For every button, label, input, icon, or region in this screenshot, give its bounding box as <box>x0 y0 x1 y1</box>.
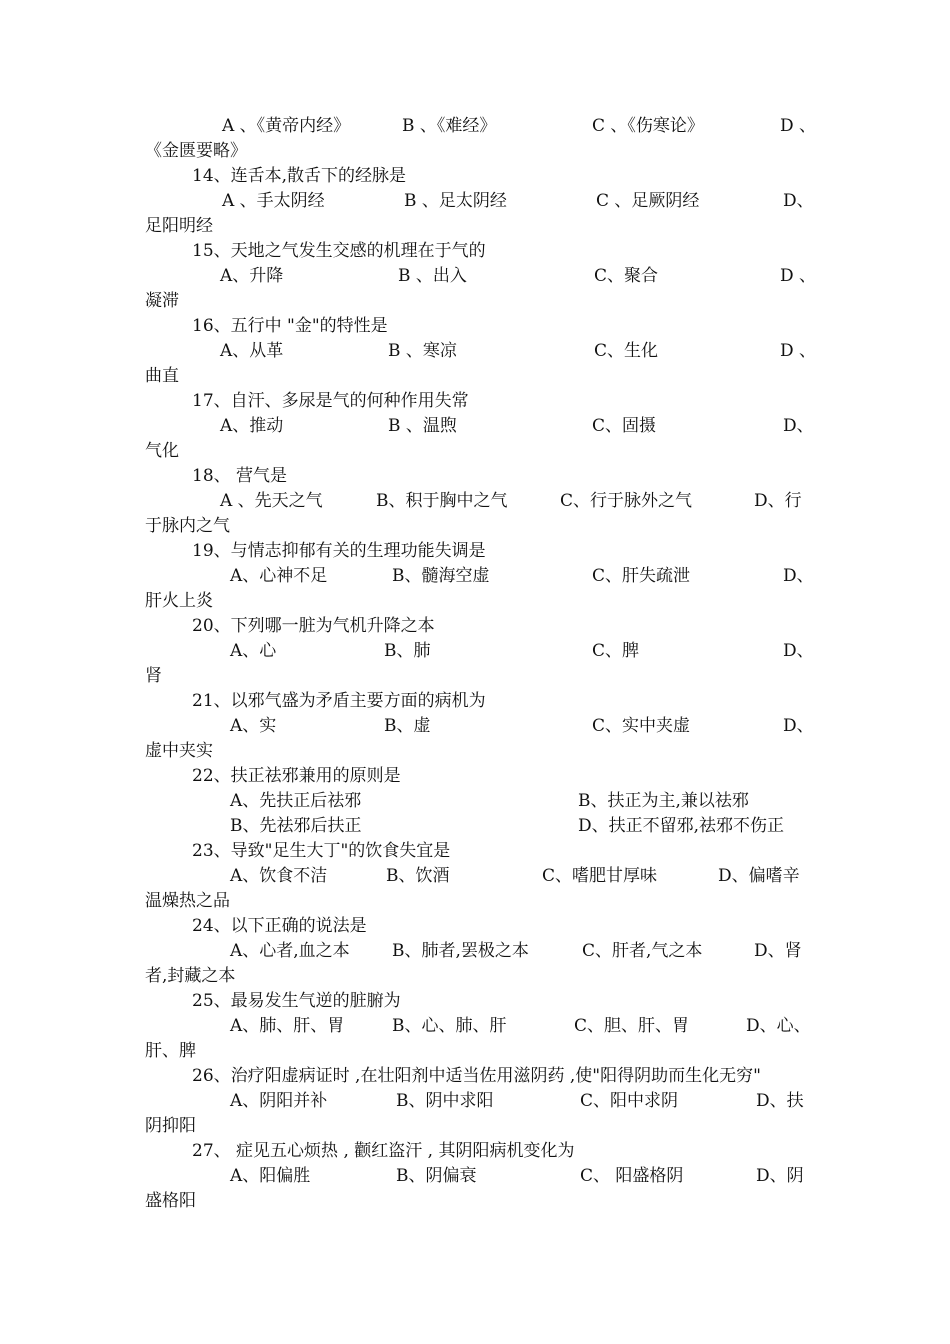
q27-option-c: C、 阳盛格阴 <box>580 1166 684 1186</box>
q22-option-d: D、扶正不留邪,祛邪不伤正 <box>578 816 785 836</box>
q19-option-d-cont: 肝火上炎 <box>145 591 213 611</box>
q19-option-a: A、心神不足 <box>230 566 328 586</box>
q19-option-d: D、 <box>783 566 814 586</box>
q20-option-a: A、心 <box>230 641 277 661</box>
question-25: 25、最易发生气逆的脏腑为 <box>192 991 401 1011</box>
q20-option-b: B、肺 <box>384 641 431 661</box>
q13-option-c: C 、《伤寒论》 <box>592 116 704 136</box>
q17-option-c: C、固摄 <box>592 416 657 436</box>
q14-option-d: D、 <box>783 191 814 211</box>
q21-option-a: A、实 <box>230 716 277 736</box>
q15-option-d-cont: 凝滞 <box>145 291 179 311</box>
question-27: 27、 症见五心烦热 , 颧红盗汗 , 其阴阳病机变化为 <box>192 1141 575 1161</box>
q15-option-b: B 、出入 <box>398 266 467 286</box>
q22-option-c: B、先祛邪后扶正 <box>230 816 362 836</box>
q15-option-a: A、升降 <box>220 266 284 286</box>
q23-option-b: B、饮酒 <box>386 866 450 886</box>
question-15: 15、天地之气发生交感的机理在于气的 <box>192 241 486 261</box>
q13-option-d: D 、 <box>780 116 817 136</box>
q18-option-a: A 、先天之气 <box>220 491 323 511</box>
q26-option-d: D、扶 <box>756 1091 804 1111</box>
question-17: 17、自汗、多尿是气的何种作用失常 <box>192 391 469 411</box>
q13-option-a: A 、《黄帝内经》 <box>222 116 351 136</box>
question-14: 14、连舌本,散舌下的经脉是 <box>192 166 407 186</box>
q20-option-d: D、 <box>783 641 814 661</box>
q24-option-a: A、心者,血之本 <box>230 941 350 961</box>
q26-option-d-cont: 阴抑阳 <box>145 1116 196 1136</box>
q15-option-c: C、聚合 <box>594 266 659 286</box>
q25-option-c: C、胆、肝、胃 <box>574 1016 690 1036</box>
q16-option-a: A、从革 <box>220 341 284 361</box>
q21-option-d: D、 <box>783 716 814 736</box>
q23-option-c: C、嗜肥甘厚味 <box>542 866 658 886</box>
q24-option-d: D、肾 <box>754 941 802 961</box>
q15-option-d: D 、 <box>780 266 817 286</box>
question-18: 18、 营气是 <box>192 466 288 486</box>
q16-option-d-cont: 曲直 <box>145 366 179 386</box>
q21-option-c: C、实中夹虚 <box>592 716 691 736</box>
q18-option-c: C、行于脉外之气 <box>560 491 693 511</box>
q25-option-d: D、心、 <box>746 1016 811 1036</box>
q27-option-b: B、阴偏衰 <box>396 1166 477 1186</box>
question-16: 16、五行中 "金"的特性是 <box>192 316 388 336</box>
q21-option-b: B、虚 <box>384 716 431 736</box>
q18-option-b: B、积于胸中之气 <box>376 491 508 511</box>
q20-option-c: C、脾 <box>592 641 640 661</box>
q23-option-d: D、偏嗜辛 <box>718 866 800 886</box>
q22-option-b: B、扶正为主,兼以祛邪 <box>578 791 749 811</box>
q23-option-d-cont: 温燥热之品 <box>145 891 230 911</box>
q17-option-a: A、推动 <box>220 416 284 436</box>
q16-option-d: D 、 <box>780 341 817 361</box>
question-24: 24、以下正确的说法是 <box>192 916 367 936</box>
question-26: 26、治疗阳虚病证时 ,在壮阳剂中适当佐用滋阴药 ,使"阳得阴助而生化无穷" <box>192 1066 761 1086</box>
question-22: 22、扶正祛邪兼用的原则是 <box>192 766 401 786</box>
q20-option-d-cont: 肾 <box>145 666 162 686</box>
q24-option-d-cont: 者,封藏之本 <box>145 966 236 986</box>
q14-option-c: C 、足厥阴经 <box>596 191 700 211</box>
q19-option-b: B、髓海空虚 <box>392 566 490 586</box>
q26-option-c: C、阳中求阴 <box>580 1091 679 1111</box>
q27-option-a: A、阳偏胜 <box>230 1166 311 1186</box>
q26-option-b: B、阴中求阳 <box>396 1091 494 1111</box>
q21-option-d-cont: 虚中夹实 <box>145 741 213 761</box>
q16-option-c: C、生化 <box>594 341 659 361</box>
question-19: 19、与情志抑郁有关的生理功能失调是 <box>192 541 486 561</box>
q18-option-d: D、行 <box>754 491 802 511</box>
q16-option-b: B 、寒凉 <box>388 341 457 361</box>
q18-option-d-cont: 于脉内之气 <box>145 516 230 536</box>
q22-option-a: A、先扶正后祛邪 <box>230 791 362 811</box>
q17-option-d-cont: 气化 <box>145 441 179 461</box>
q17-option-d: D、 <box>783 416 814 436</box>
q24-option-b: B、肺者,罢极之本 <box>392 941 529 961</box>
q24-option-c: C、肝者,气之本 <box>582 941 703 961</box>
question-21: 21、以邪气盛为矛盾主要方面的病机为 <box>192 691 486 711</box>
question-20: 20、下列哪一脏为气机升降之本 <box>192 616 435 636</box>
q25-option-b: B、心、肺、肝 <box>392 1016 507 1036</box>
q14-option-b: B 、足太阴经 <box>404 191 507 211</box>
question-23: 23、导致"足生大丁"的饮食失宜是 <box>192 841 451 861</box>
q13-option-b: B 、《难经》 <box>402 116 497 136</box>
q14-option-a: A 、手太阴经 <box>222 191 325 211</box>
q17-option-b: B 、温煦 <box>388 416 457 436</box>
q19-option-c: C、肝失疏泄 <box>592 566 691 586</box>
q25-option-a: A、肺、肝、胃 <box>230 1016 345 1036</box>
q13-option-d-cont: 《金匮要略》 <box>145 141 247 161</box>
q26-option-a: A、阴阳并补 <box>230 1091 328 1111</box>
q23-option-a: A、饮食不洁 <box>230 866 328 886</box>
q27-option-d-cont: 盛格阳 <box>145 1191 196 1211</box>
q25-option-d-cont: 肝、脾 <box>145 1041 196 1061</box>
q27-option-d: D、阴 <box>756 1166 804 1186</box>
q14-option-d-cont: 足阳明经 <box>145 216 213 236</box>
